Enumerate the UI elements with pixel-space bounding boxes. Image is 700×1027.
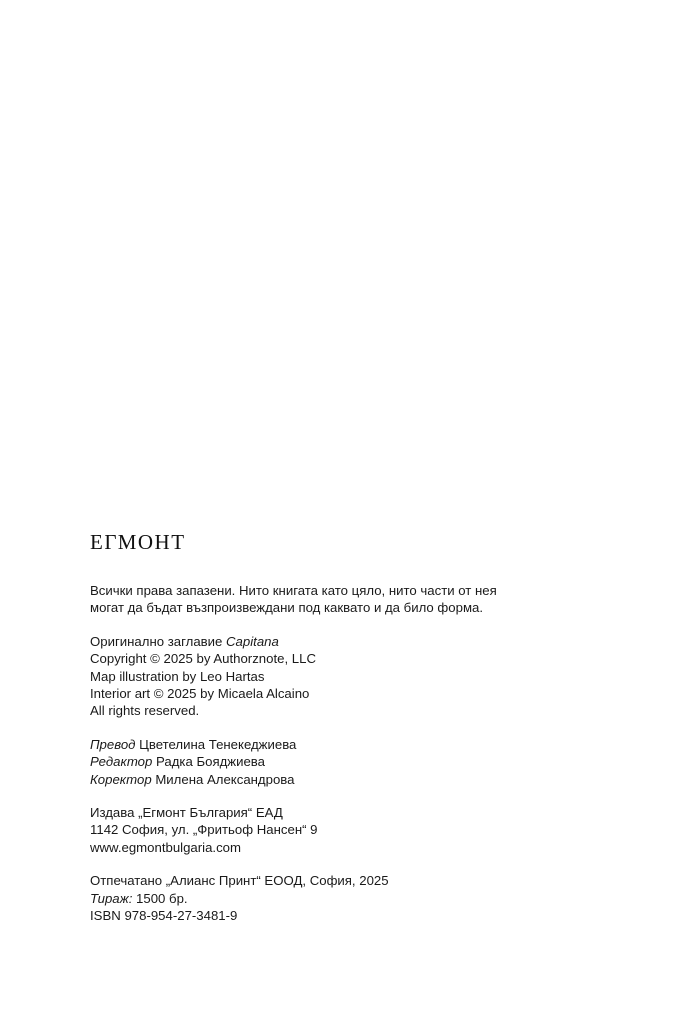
rights-notice — [90, 582, 650, 617]
publisher-info — [90, 804, 650, 856]
publisher-address: 1142 София, ул. „Фритьоф Нансен“ 9 — [90, 822, 318, 838]
rights-reserved-line: All rights reserved. — [90, 703, 200, 719]
print-run-line — [90, 890, 650, 907]
publisher-name: Издава „Егмонт България“ ЕАД — [90, 805, 283, 821]
original-title-label: Оригинално заглавие — [90, 633, 227, 649]
original-edition-info — [90, 633, 650, 720]
credits-block — [90, 736, 650, 788]
printer-line: Отпечатано „Алианс Принт“ ЕООД, София, 2025 — [90, 873, 389, 889]
original-title-line — [90, 633, 650, 650]
publisher-website: www.egmontbulgaria.com — [90, 839, 241, 855]
translator-credit — [90, 736, 650, 753]
print-run-value: 1500 бр. — [132, 890, 188, 906]
editor-credit — [90, 753, 650, 770]
interior-art-line: Interior art © 2025 by Micaela Alcaino — [90, 686, 310, 702]
credit-role: Коректор — [90, 771, 152, 787]
proofreader-credit — [90, 771, 650, 788]
credit-name: Цветелина Тенекеджиева — [135, 736, 297, 752]
rights-notice-line: Всички права запазени. Нито книгата като цяло, нито части от нея — [90, 583, 497, 598]
isbn-line: ISBN 978-954-27-3481-9 — [90, 908, 238, 924]
credit-role: Превод — [90, 736, 136, 752]
copyright-page — [90, 530, 650, 941]
rights-notice-line: могат да бъдат възпроизвеждани под каквато и да било форма. — [90, 600, 484, 616]
copyright-line: Copyright © 2025 by Authorznote, LLC — [90, 651, 316, 667]
credit-name: Радка Бояджиева — [152, 754, 265, 770]
print-run-label: Тираж: — [90, 890, 133, 906]
map-credit-line: Map illustration by Leo Hartas — [90, 668, 265, 684]
credit-role: Редактор — [90, 754, 153, 770]
printing-info — [90, 872, 650, 924]
publisher-logo: ЕГМОНТ — [90, 530, 186, 554]
original-title-value: Capitana — [226, 633, 279, 649]
credit-name: Милена Александрова — [151, 771, 295, 787]
